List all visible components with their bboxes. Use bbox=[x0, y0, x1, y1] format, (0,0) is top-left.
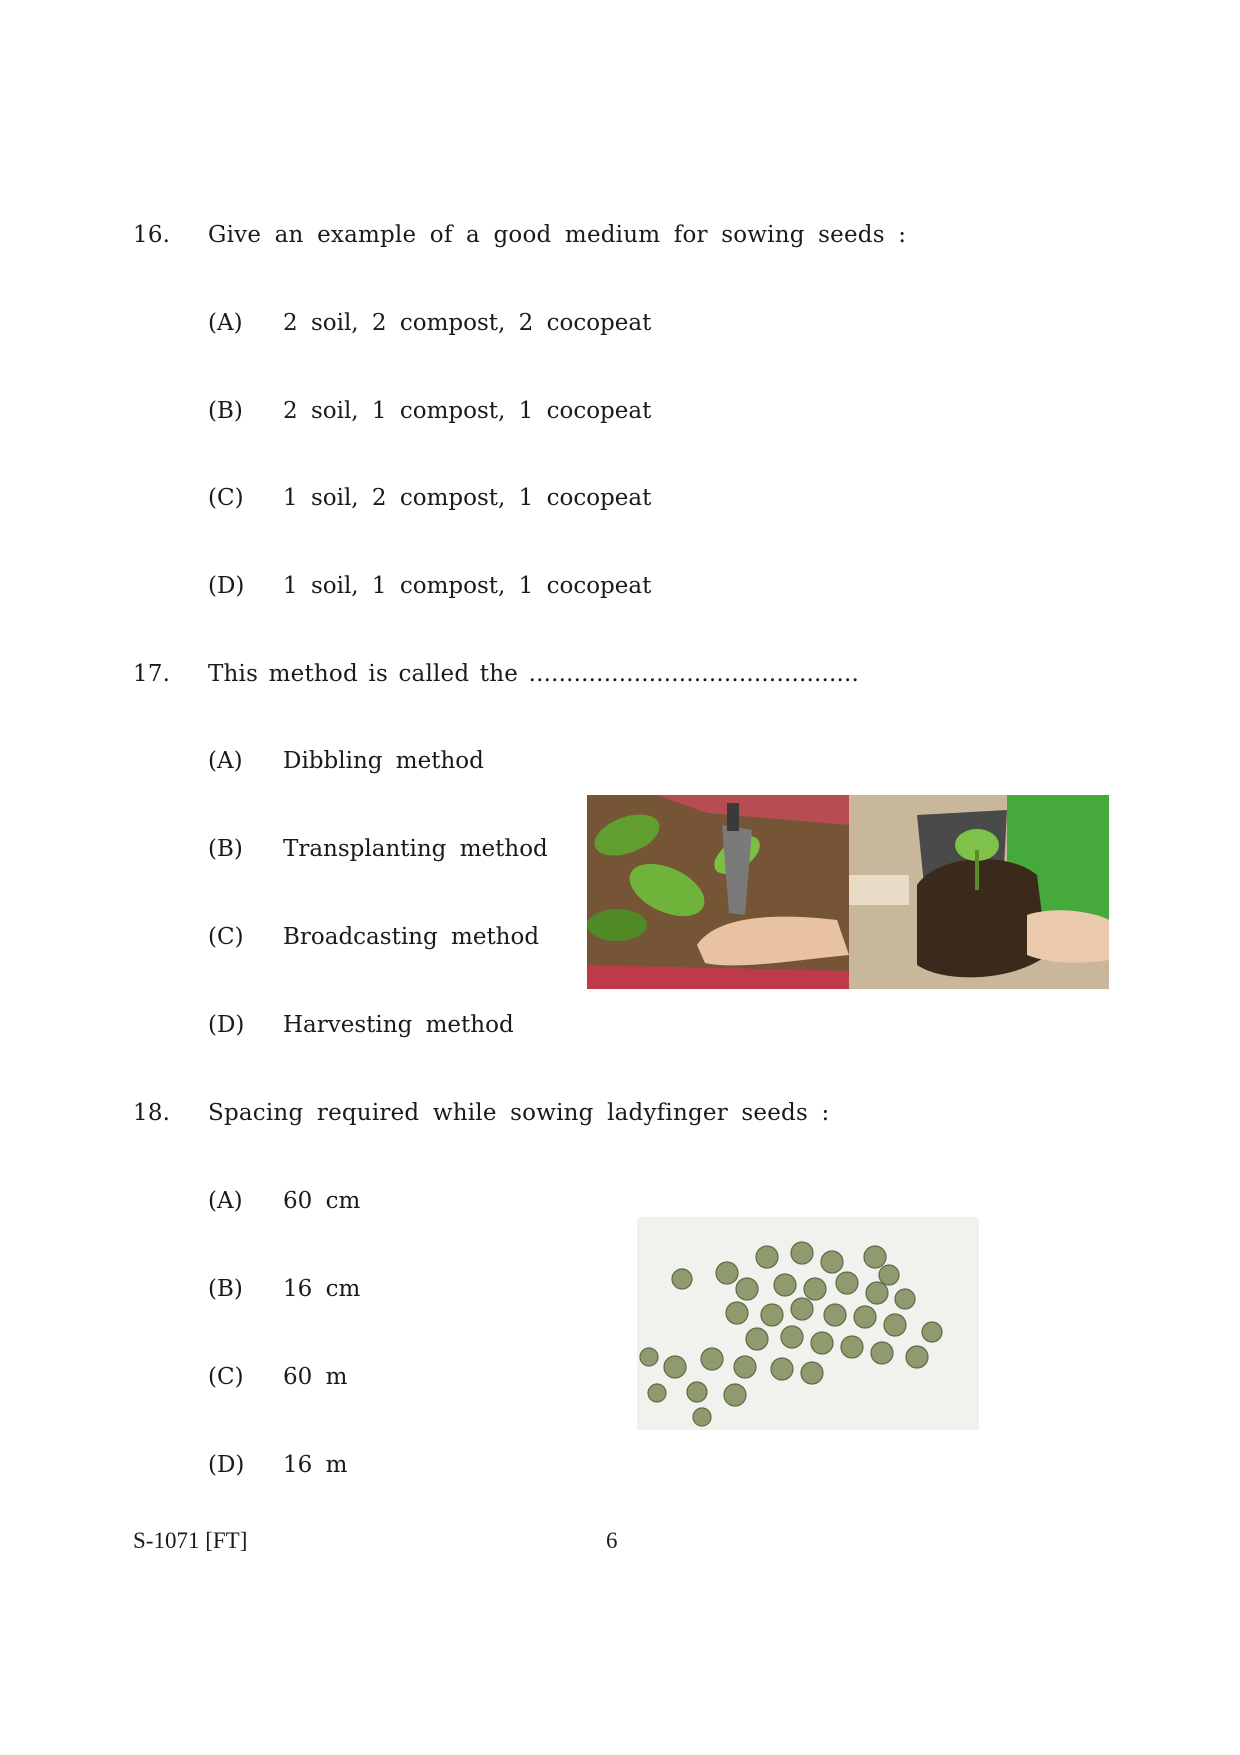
option-text: Harvesting method bbox=[283, 1012, 514, 1038]
option-text: 16 cm bbox=[283, 1276, 361, 1302]
question-text: Spacing required while sowing ladyfinger seeds : bbox=[208, 1100, 830, 1126]
option-letter: (C) bbox=[208, 1364, 244, 1390]
question-text: Give an example of a good medium for sowing seeds : bbox=[208, 222, 907, 248]
option-text: Dibbling method bbox=[283, 748, 484, 774]
option-text: 16 m bbox=[283, 1452, 348, 1478]
question-number: 16. bbox=[133, 222, 171, 248]
option-letter: (B) bbox=[208, 836, 243, 862]
option-text: 60 m bbox=[283, 1364, 348, 1390]
transplanting-illustration bbox=[587, 795, 1109, 989]
option-letter: (B) bbox=[208, 398, 243, 424]
option-text: 2 soil, 2 compost, 2 cocopeat bbox=[283, 310, 652, 336]
option-letter: (A) bbox=[208, 748, 243, 774]
option-letter: (D) bbox=[208, 1012, 245, 1038]
question-number: 17. bbox=[133, 661, 171, 687]
question-number: 18. bbox=[133, 1100, 171, 1126]
option-letter: (D) bbox=[208, 1452, 245, 1478]
option-letter: (C) bbox=[208, 924, 244, 950]
question-17 bbox=[0, 661, 1240, 693]
option-text: 60 cm bbox=[283, 1188, 361, 1214]
option-text: Transplanting method bbox=[283, 836, 548, 862]
option-letter: (C) bbox=[208, 485, 244, 511]
question-text: This method is called the ............................................ bbox=[208, 661, 860, 687]
option-letter: (A) bbox=[208, 310, 243, 336]
option-text: 1 soil, 1 compost, 1 cocopeat bbox=[283, 573, 652, 599]
seeds-illustration bbox=[637, 1217, 979, 1430]
transplanting-photo bbox=[587, 795, 1109, 989]
option-letter: (D) bbox=[208, 573, 245, 599]
question-18 bbox=[0, 1100, 1240, 1132]
option-letter: (A) bbox=[208, 1188, 243, 1214]
page-number: 6 bbox=[606, 1528, 618, 1553]
footer-code: S-1071 [FT] bbox=[133, 1528, 248, 1553]
option-text: 2 soil, 1 compost, 1 cocopeat bbox=[283, 398, 652, 424]
option-text: Broadcasting method bbox=[283, 924, 540, 950]
option-letter: (B) bbox=[208, 1276, 243, 1302]
question-16 bbox=[0, 222, 1240, 254]
ladyfinger-seeds-photo bbox=[637, 1217, 979, 1430]
option-text: 1 soil, 2 compost, 1 cocopeat bbox=[283, 485, 652, 511]
